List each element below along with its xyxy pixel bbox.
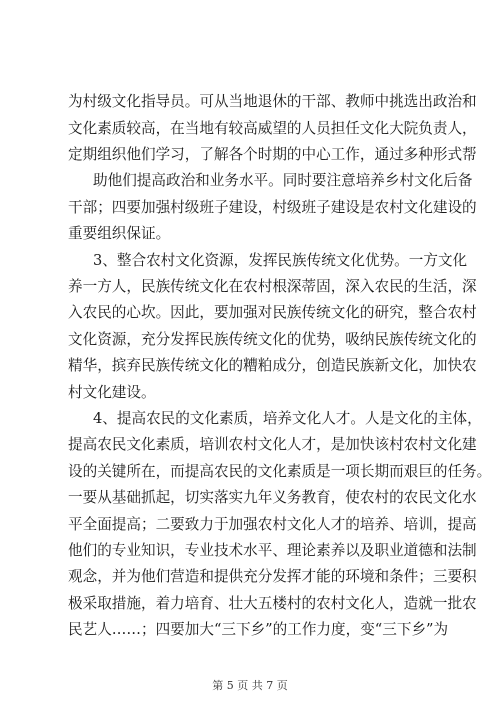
text-line: 他们的专业知识，专业技术水平、理论素养以及职业道德和法制 <box>68 542 477 559</box>
text-line: 设的关键所在，而提高农民的文化素质是一项长期而艰巨的任务。 <box>68 463 492 480</box>
text-line: 为村级文化指导员。可从当地退休的干部、教师中挑选出政治和 <box>68 93 477 110</box>
text-line: 提高农民文化素质，培训农村文化人才，是加快该村农村文化建 <box>68 436 477 453</box>
text-line: 定期组织他们学习，了解各个时期的中心工作，通过多种形式帮 <box>68 146 477 163</box>
text-line: 平全面提高；二要致力于加强农村文化人才的培养、培训，提高 <box>68 516 477 533</box>
text-line: 助他们提高政治和业务水平。同时要注意培养乡村文化后备 <box>93 172 473 189</box>
text-line: 重要组织保证。 <box>68 225 171 242</box>
text-line: 极采取措施，着力培育、壮大五楼村的农村文化人，造就一批农 <box>68 595 477 612</box>
text-line: 一要从基础抓起，切实落实九年义务教育，使农村的农民文化水 <box>68 489 477 506</box>
text-line: 养一方人，民族传统文化在农村根深蒂固，深入农民的生活，深 <box>68 278 477 295</box>
text-line: 入农民的心坎。因此，要加强对民族传统文化的研究，整合农村 <box>68 304 477 321</box>
page-number-footer: 第 5 页 共 7 页 <box>212 679 288 692</box>
text-line: 文化素质较高，在当地有较高威望的人员担任文化大院负责人， <box>68 120 477 137</box>
text-line: 村文化建设。 <box>68 384 156 401</box>
text-line: 观念，并为他们营造和提供充分发挥才能的环境和条件；三要积 <box>68 568 477 585</box>
text-line: 干部；四要加强村级班子建设，村级班子建设是农村文化建设的 <box>68 199 477 216</box>
text-line: 精华，摈弃民族传统文化的糟粕成分，创造民族新文化，加快农 <box>68 357 477 374</box>
section-heading-line: 3、整合农村文化资源，发挥民族传统文化优势。一方文化 <box>93 252 468 269</box>
text-line: 文化资源，充分发挥民族传统文化的优势，吸纳民族传统文化的 <box>68 331 477 348</box>
section-heading-line: 4、提高农民的文化素质，培养文化人才。人是文化的主体， <box>93 410 482 427</box>
text-line: 民艺人……；四要加大“三下乡”的工作力度，变“三下乡”为 <box>68 621 449 638</box>
